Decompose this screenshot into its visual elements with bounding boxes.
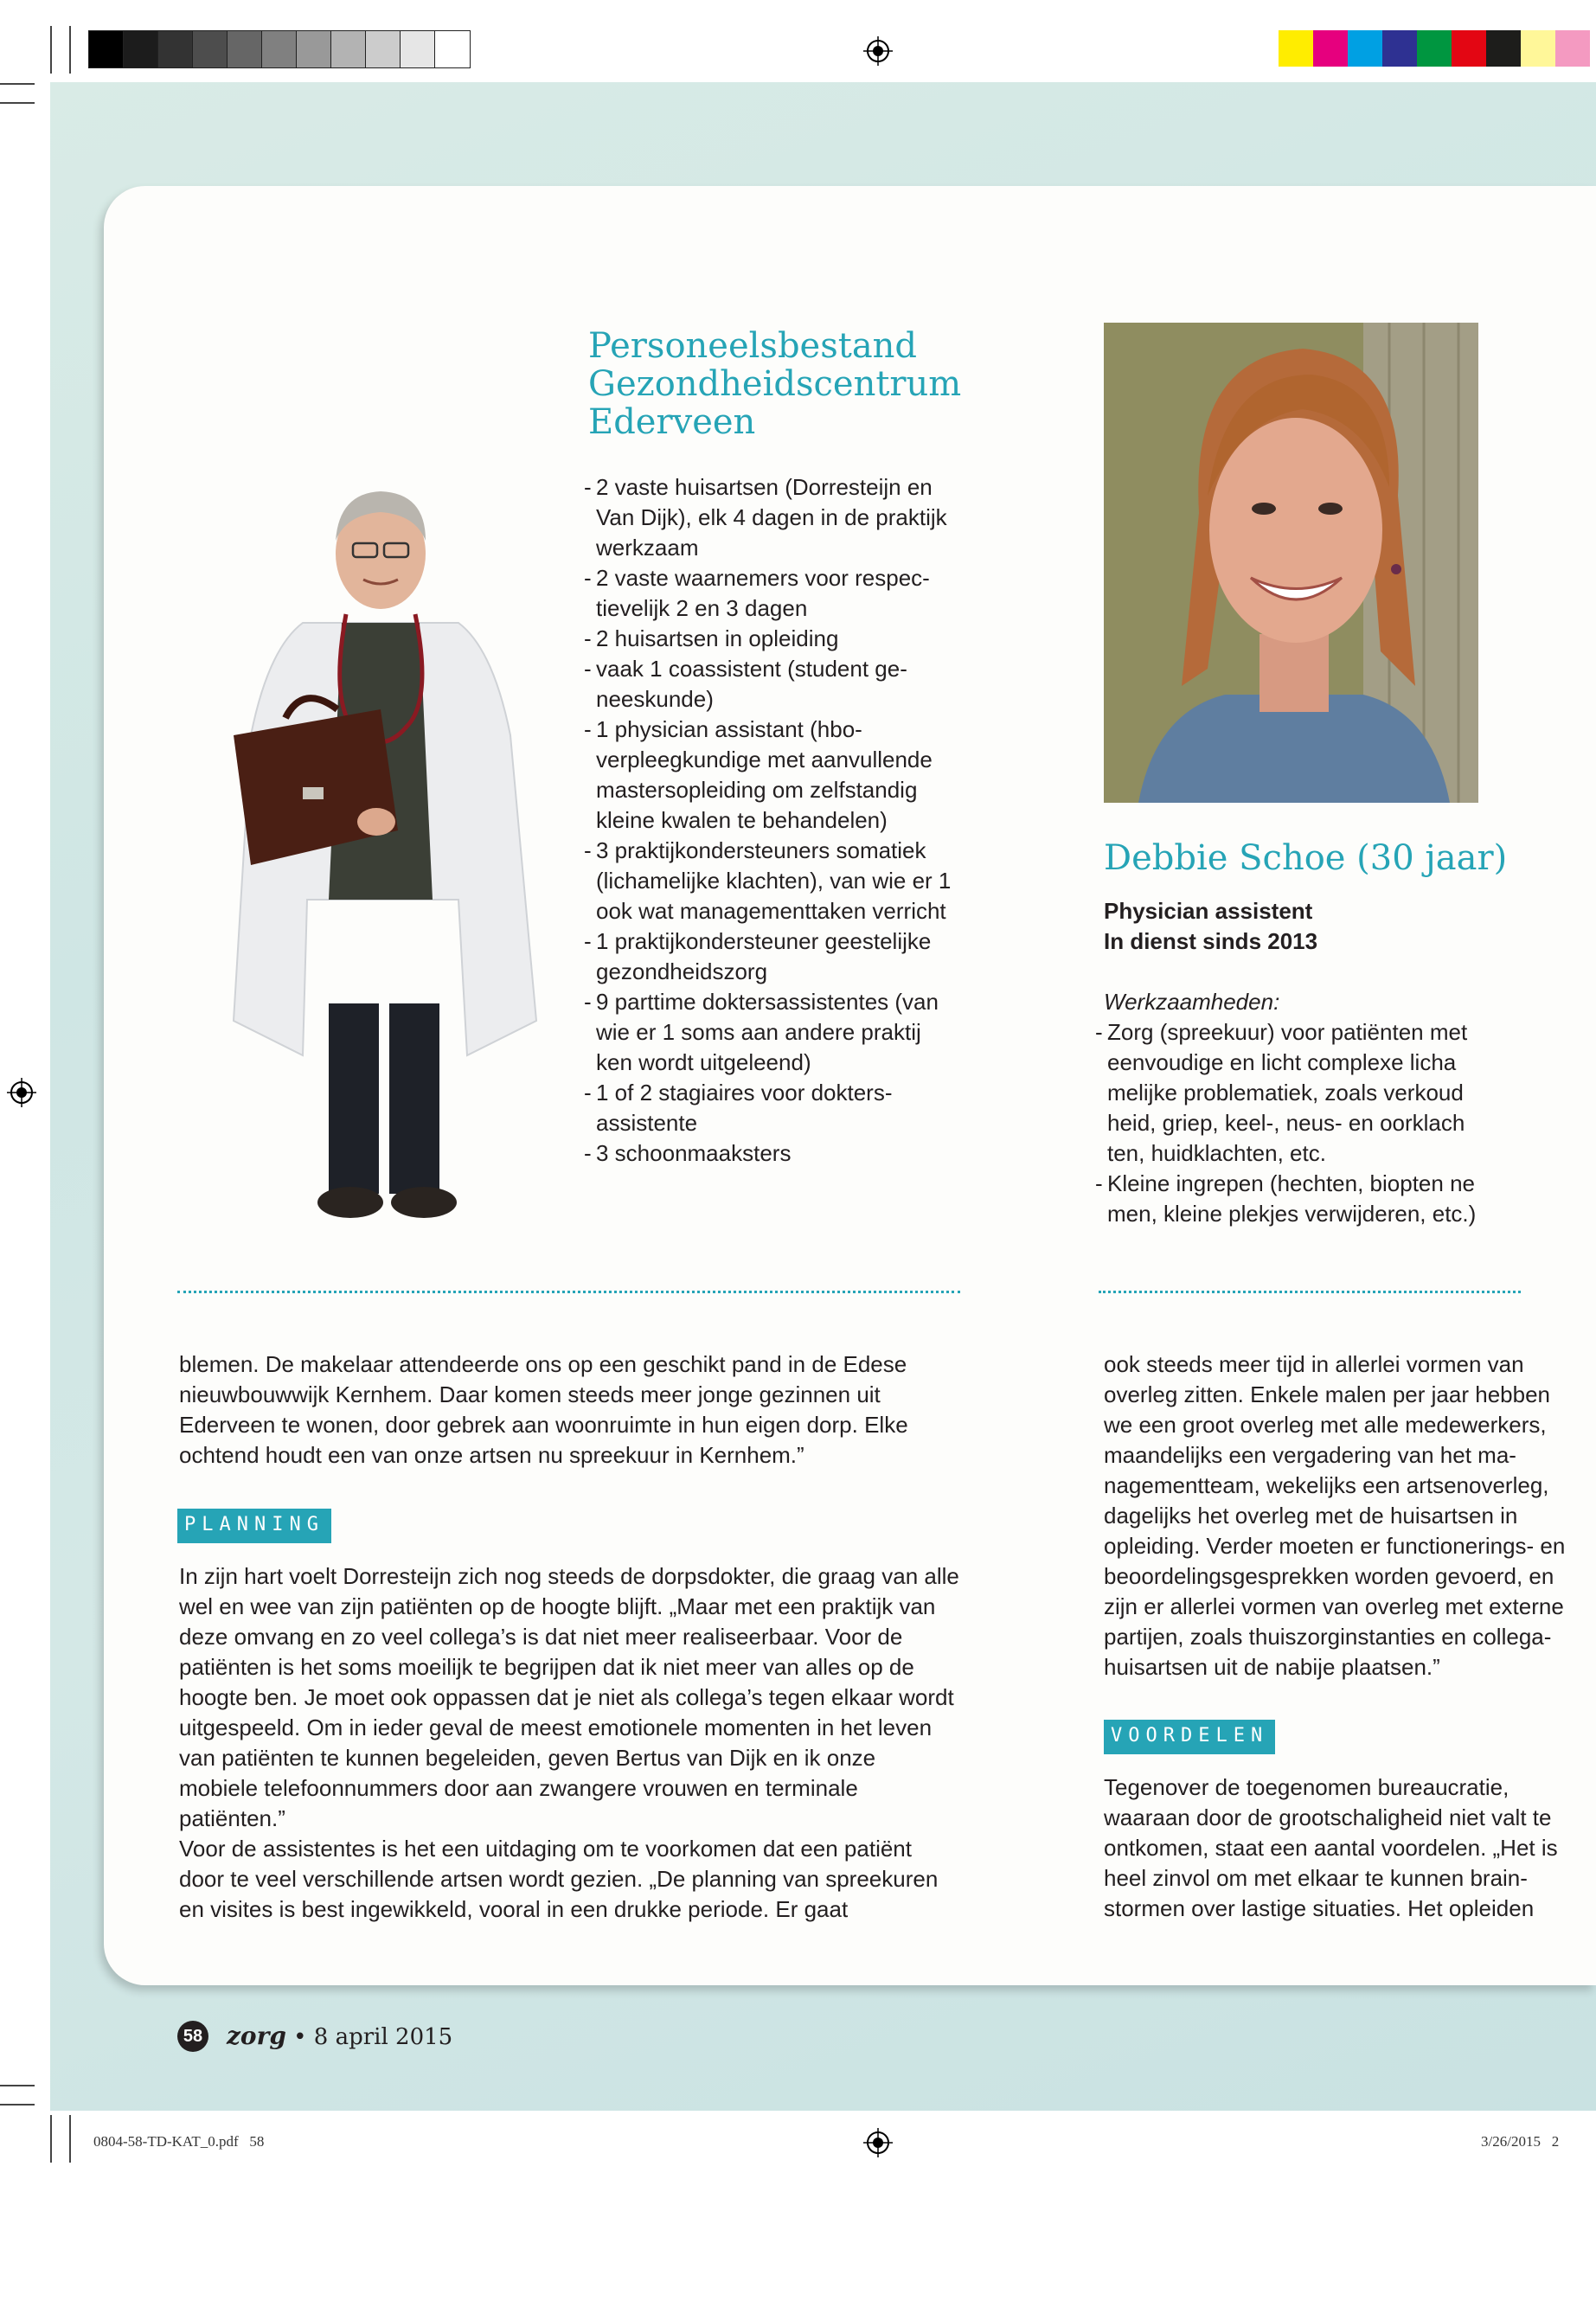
sidebar-title-line: Gezondheidscentrum <box>588 364 962 404</box>
staff-list <box>584 472 956 1169</box>
gray-swatch <box>330 30 367 68</box>
registration-mark-icon <box>7 1078 36 1107</box>
gray-swatch <box>227 30 263 68</box>
gray-swatch <box>296 30 332 68</box>
footer-bullet: • <box>293 2024 307 2050</box>
staff-list-item: - vaak 1 coassistent (student geneeskunde) <box>584 654 956 715</box>
color-swatch <box>1452 30 1486 67</box>
profile-since: In dienst sinds 2013 <box>1104 928 1318 954</box>
staff-list-item: - 2 vaste huisartsen (Dorresteijn en Van Dijk), elk 4 dagen in de praktijk werkzaam <box>584 472 956 563</box>
staff-list-item: - 3 praktijkondersteuners somatiek (lichamelijke klachten), van wie er 1 ook wat managementtaken verricht <box>584 836 956 926</box>
sidebar-title-line: Personeelsbestand <box>588 326 918 366</box>
right-column-body <box>1104 1772 1573 1924</box>
color-swatch <box>1521 30 1555 67</box>
magazine-logo: zorg <box>227 2022 286 2050</box>
profile-tasks <box>1095 1017 1502 1229</box>
crop-mark <box>69 2115 71 2163</box>
color-swatch <box>1313 30 1348 67</box>
color-swatch <box>1555 30 1590 67</box>
gray-swatch <box>157 30 194 68</box>
color-swatch <box>1486 30 1521 67</box>
color-swatch <box>1382 30 1417 67</box>
separator-dotted <box>1099 1291 1521 1293</box>
gray-swatch <box>400 30 436 68</box>
gray-swatch <box>365 30 401 68</box>
crop-mark <box>69 26 71 74</box>
gray-swatch <box>261 30 298 68</box>
staff-list-items <box>584 472 956 1169</box>
registration-mark-icon <box>863 36 893 66</box>
gray-swatch <box>123 30 159 68</box>
staff-list-item: - 2 huisartsen in opleiding <box>584 624 956 654</box>
profile-name: Debbie Schoe (30 jaar) <box>1104 838 1508 878</box>
sidebar-title <box>588 327 1038 441</box>
left-paragraph-3: Voor de assistentes is het een uitdaging om te voorkomen dat een patiënt door te veel verschillende artsen wordt gezien. „De planning van spreekuren en visites is best ingewikkeld, vooral in een drukke periode. Er gaat <box>179 1836 939 1922</box>
sidebar-title-line: Ederveen <box>588 402 756 442</box>
right-column <box>1104 1349 1573 1682</box>
left-column <box>179 1349 960 1471</box>
crop-mark <box>0 83 35 85</box>
gray-swatch <box>192 30 228 68</box>
left-paragraph-2: In zijn hart voelt Dorresteijn zich nog steeds de dorpsdokter, die graag van alle wel en wee van zijn patiënten op de hoogte blijft. „Maar met een praktijk van deze omvang en zo veel collega’s is dat niet meer realiseerbaar. Voor de patiënten is het soms moeilijk te begrijpen dat ik niet meer van alles op de hoogte ben. Je moet ook oppassen dat je niet als collega’s tegen elkaar wordt uitgespeeld. Om in ieder geval de meest emotionele momenten in het leven van patiënten te kunnen begeleiden, geven Bertus van Dijk en ik onze mobiele telefoonnummers door aan zwangere vrouwen en terminale patiënten.” <box>179 1563 959 1831</box>
staff-list-item: - 1 praktijkondersteuner geestelijke gezondheidszorg <box>584 926 956 987</box>
staff-list-item: - 9 parttime doktersassistentes (van wie er 1 soms aan andere praktij ken wordt uitgeleend) <box>584 987 956 1078</box>
profile-tasks-items <box>1095 1017 1502 1229</box>
staff-list-item: - 2 vaste waarnemers voor respectievelijk 2 en 3 dagen <box>584 563 956 624</box>
staff-list-item: - 1 of 2 stagiaires voor doktersassistente <box>584 1078 956 1138</box>
crop-mark <box>0 2085 35 2086</box>
color-swatch <box>1348 30 1382 67</box>
registration-mark-icon <box>863 2128 893 2157</box>
color-swatch <box>1279 30 1313 67</box>
task-item: - Kleine ingrepen (hechten, biopten ne men, kleine plekjes verwijderen, etc.) <box>1095 1169 1502 1229</box>
page-number-badge <box>177 2021 208 2052</box>
footer-date: 8 april 2015 <box>313 2024 453 2050</box>
gray-swatch <box>434 30 471 68</box>
right-paragraph-1: ook steeds meer tijd in allerlei vormen van overleg zitten. Enkele malen per jaar hebben we een groot overleg met alle medewerkers, maandelijks een vergadering van het managementteam, wekelijks een artsenoverleg, dagelijks het overleg met de huisartsen in opleiding. Verder moeten er functionerings- en beoordelingsgesprekken worden gevoerd, en zijn er allerlei vormen van overleg met externe partijen, zoals thuiszorginstanties en collega-huisartsen uit de nabije plaatsen.” <box>1104 1351 1566 1680</box>
page-number: 58 <box>183 2027 203 2046</box>
section-tag-voordelen: VOORDELEN <box>1104 1720 1275 1754</box>
right-paragraph-2: Tegenover de toegenomen bureaucratie, waaraan door de grootschaligheid niet valt te ontkomen, staat een aantal voordelen. „Het is heel zinvol om met elkaar te kunnen brainstormen over lastige situaties. Het opleiden <box>1104 1774 1558 1921</box>
left-column-body <box>179 1561 960 1925</box>
staff-list-item: - 3 schoonmaaksters <box>584 1138 956 1169</box>
slug-file: 0804-58-TD-KAT_0.pdf 58 <box>93 2133 265 2150</box>
crop-mark <box>50 26 52 74</box>
profile-tasks-label: Werkzaamheden: <box>1104 989 1280 1015</box>
footer-line <box>227 2019 452 2054</box>
crop-mark <box>0 102 35 104</box>
profile-role: Physician assistent <box>1104 898 1313 924</box>
left-paragraph-1: blemen. De makelaar attendeerde ons op een geschikt pand in de Edese nieuwbouwwijk Kernhem. Daar komen steeds meer jonge gezinnen uit Ederveen te wonen, door gebrek aan woonruimte in hun eigen dorp. Elke ochtend houdt een van onze artsen nu spreekuur in Kernhem.” <box>179 1351 908 1468</box>
crop-mark <box>50 2115 52 2163</box>
slug-date: 3/26/2015 2 <box>1481 2133 1560 2150</box>
gray-swatch <box>88 30 125 68</box>
profile-photo <box>1104 323 1478 803</box>
section-tag-planning: PLANNING <box>177 1509 331 1543</box>
doctor-photo <box>199 450 562 1263</box>
crop-mark <box>0 2104 35 2106</box>
staff-list-item: - 1 physician assistant (hbo-verpleegkundige met aanvullende mastersopleiding om zelfstandig kleine kwalen te behandelen) <box>584 715 956 836</box>
task-item: - Zorg (spreekuur) voor patiënten met eenvoudige en licht complexe licha melijke problematiek, zoals verkoud heid, griep, keel-, neus- en oorklach ten, huidklachten, etc. <box>1095 1017 1502 1169</box>
separator-dotted <box>177 1291 960 1293</box>
color-swatch <box>1417 30 1452 67</box>
